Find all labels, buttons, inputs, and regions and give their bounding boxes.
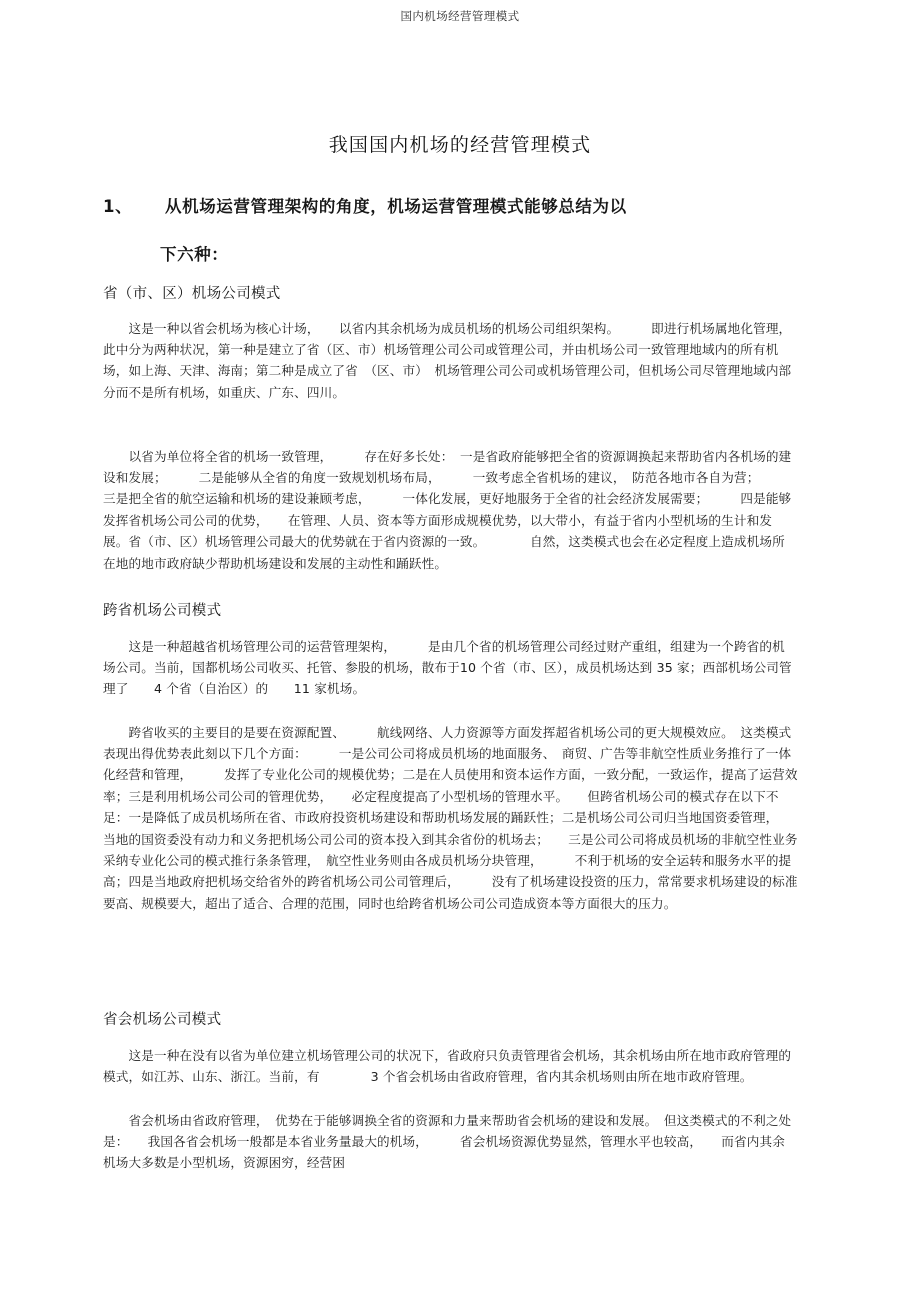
paragraph-capital-1: 这是一种在没有以省为单位建立机场管理公司的状况下，省政府只负责管理省会机场，其余机场由所在地市政府管理的模式，如江苏、山东、浙江。当前，有 3 个省会机场由省政府管理，省内其余机场则由所在地市政府管理。 <box>103 1047 792 1084</box>
paragraph-cross-province-2: 跨省收买的主要目的是要在资源配置、 航线网络、人力资源等方面发挥超省机场公司的更大规模效应。 这类模式表现出得优势表此刻以下几个方面： 一是公司公司将成员机场的地面服务、 商贸、广告等非航空性质业务推行了一体化经营和管理， 发挥了专业化公司的规模优势；二是在人员使用和资本运作方面，一致分配，一致运作，提高了运营效率；三是利用机场公司公司的管理优势， 必定程度提高了小型机场的管理水平。 但跨省机场公司的模式存在以下不足：一是降低了成员机场所在省、市政府投资机场建设和帮助机场发展的踊跃性；二是机场公司公司归当地国资委管理， 当地的国资委没有动力和义务把机场公司公司的资本投入到其余省份的机场去； 三是公司公司将成员机场的非航空性业务采纳专业化公司的模式推行条条管理， 航空性业务则由各成员机场分块管理， 不利于机场的安全运转和服务水平的提高；四是当地政府把机场交给省外的跨省机场公司公司管理后， 没有了机场建设投资的压力，常常要求机场建设的标准要高、规模要大，超出了适合、合理的范围，同时也给跨省机场公司公司造成资本等方面很大的压力。 <box>103 724 811 911</box>
sub-heading-capital-airport-company: 省会机场公司模式 <box>103 1012 222 1028</box>
sub-heading-cross-province-airport-company: 跨省机场公司模式 <box>103 603 222 619</box>
running-header: 国内机场经营管理模式 <box>400 9 520 23</box>
section-number: 1、 <box>103 197 133 216</box>
section-heading-line2: 下六种： <box>160 245 229 264</box>
section-heading-text: 从机场运营管理架构的角度，机场运营管理模式能够总结为以 <box>165 197 627 216</box>
paragraph-capital-2: 省会机场由省政府管理， 优势在于能够调换全省的资源和力量来帮助省会机场的建设和发展。 但这类模式的不利之处是： 我国各省会机场一般都是本省业务量最大的机场， 省会机场资源优势显然，管理水平也较高， 而省内其余机场大多数是小型机场，资源困穷，经营困 <box>103 1112 792 1171</box>
section-heading-line1 <box>103 192 803 222</box>
paragraph-provincial-2: 以省为单位将全省的机场一致管理， 存在好多长处： 一是省政府能够把全省的资源调换起来帮助省内各机场的建设和发展； 二是能够从全省的角度一致规划机场布局， 一致考虑全省机场的建议， 防范各地市各自为营； 三是把全省的航空运输和机场的建设兼顾考虑， 一体化发展，更好地服务于全省的社会经济发展需要； 四是能够发挥省机场公司公司的优势， 在管理、人员、资本等方面形成规模优势，以大带小，有益于省内小型机场的生计和发展。省（市、区）机场管理公司最大的优势就在于省内资源的一致。 自然，这类模式也会在必定程度上造成机场所在地的地市政府缺少帮助机场建设和发展的主动性和踊跃性。 <box>103 448 792 571</box>
page-title: 我国国内机场的经营管理模式 <box>328 133 592 156</box>
sub-heading-provincial-airport-company: 省（市、区）机场公司模式 <box>103 286 281 302</box>
paragraph-provincial-1: 这是一种以省会机场为核心计场， 以省内其余机场为成员机场的机场公司组织架构。 即进行机场属地化管理，此中分为两种状况，第一种是建立了省（区、市）机场管理公司公司或管理公司，并由机场公司一致管理地域内的所有机场，如上海、天津、海南；第二种是成立了省 （区、市） 机场管理公司公司或机场管理公司，但机场公司尽管理地域内部分而不是所有机场，如重庆、广东、四川。 <box>103 320 792 400</box>
paragraph-cross-province-1: 这是一种超越省机场管理公司的运营管理架构， 是由几个省的机场管理公司经过财产重组，组建为一个跨省的机场公司。当前，国都机场公司收买、托管、参股的机场，散布于10 个省（市、区），成员机场达到 35 家；西部机场公司管理了 4 个省（自治区）的 11 家机场。 <box>103 638 792 697</box>
